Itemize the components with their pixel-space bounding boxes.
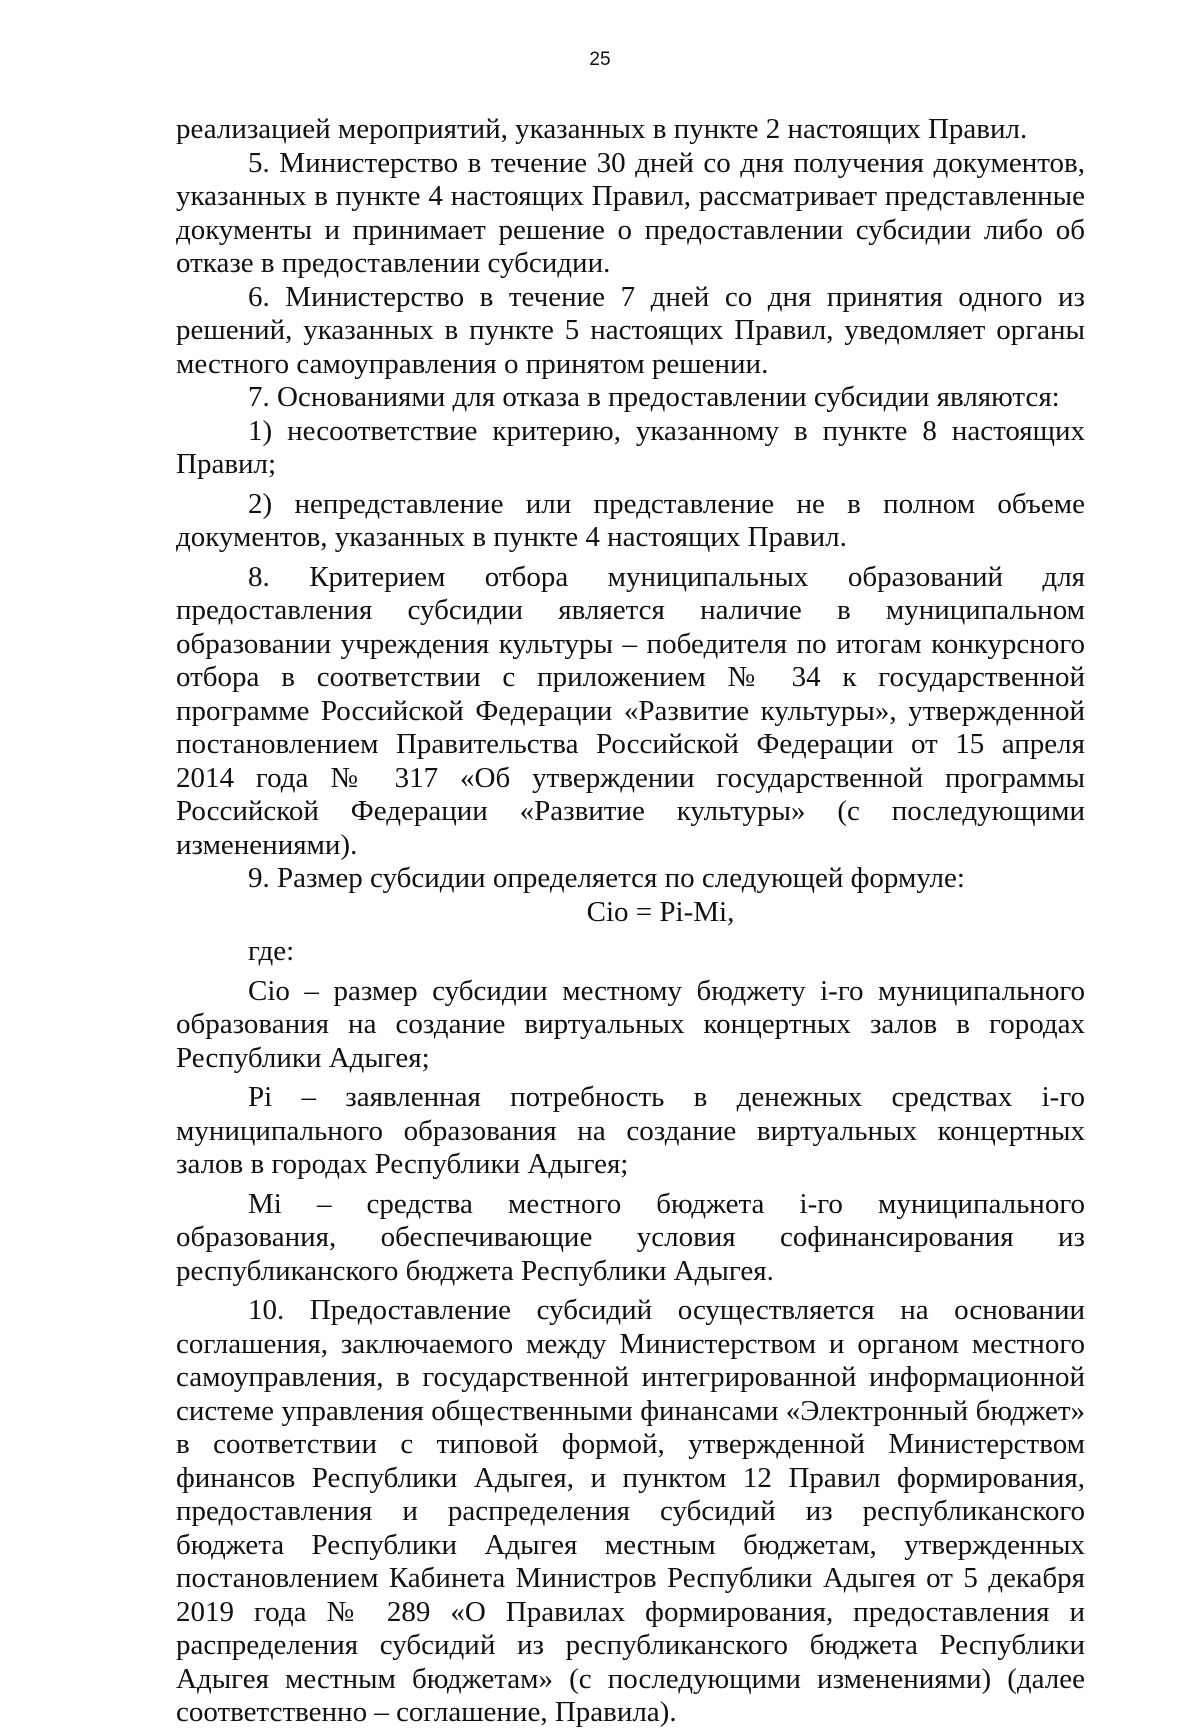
paragraph-subitem-1: 1) несоответствие критерию, указанному в пункте 8 настоящих Правил; xyxy=(176,414,1085,480)
paragraph-item-5: 5. Министерство в течение 30 дней со дня получения документов, указанных в пункте 4 настоящих Правил, рассматривает представленные документы и принимает решение о предоставлении субсидии либо об отказе в предоставлении субсидии. xyxy=(176,146,1085,279)
definition-cio: Cio – размер субсидии местному бюджету i-го муниципального образования на создание виртуальных концертных залов в городах Республики Адыгея; xyxy=(176,974,1085,1074)
document-body xyxy=(176,113,1085,1730)
page-number: 25 xyxy=(589,49,611,70)
paragraph-item-8: 8. Критерием отбора муниципальных образований для предоставления субсидии является наличие в муниципальном образовании учреждения культуры – победителя по итогам конкурсного отбора в соответствии с приложением № 34 к государственной программе Российской Федерации «Развитие культуры», утвержденной постановлением Правительства Российской Федерации от 15 апреля 2014 года № 317 «Об утверждении государственной программы Российской Федерации «Развитие культуры» (с последующими изменениями). xyxy=(176,560,1085,861)
paragraph-item-6: 6. Министерство в течение 7 дней со дня принятия одного из решений, указанных в пункте 5 настоящих Правил, уведомляет органы местного самоуправления о принятом решении. xyxy=(176,280,1085,380)
paragraph-continuation: реализацией мероприятий, указанных в пункте 2 настоящих Правил. xyxy=(176,113,1028,145)
formula: Cio = Pi-Mi, xyxy=(586,895,735,928)
paragraph-subitem-2: 2) непредставление или представление не в полном объеме документов, указанных в пункте 4 настоящих Правил. xyxy=(176,487,1085,553)
paragraph-item-7: 7. Основаниями для отказа в предоставлении субсидии являются: xyxy=(248,381,1060,413)
paragraph-item-10: 10. Предоставление субсидий осуществляется на основании соглашения, заключаемого между Министерством и органом местного самоуправления, в государственной интегрированной информационной системе управления общественными финансами «Электронный бюджет» в соответствии с типовой формой, утвержденной Министерством финансов Республики Адыгея, и пунктом 12 Правил формирования, предоставления и распределения субсидий из республиканского бюджета Республики Адыгея местным бюджетам, утвержденных постановлением Кабинета Министров Республики Адыгея от 5 декабря 2019 года № 289 «О Правилах формирования, предоставления и распределения субсидий из республиканского бюджета Республики Адыгея местным бюджетам» (с последующими изменениями) (далее соответственно – соглашение, Правила). xyxy=(176,1294,1085,1728)
definition-pi: Pi – заявленная потребность в денежных средствах i-го муниципального образования на создание виртуальных концертных залов в городах Республики Адыгея; xyxy=(176,1081,1085,1180)
definition-mi: Mi – средства местного бюджета i-го муниципального образования, обеспечивающие условия софинансирования из республиканского бюджета Республики Адыгея. xyxy=(176,1187,1085,1287)
paragraph-item-9: 9. Размер субсидии определяется по следующей формуле: xyxy=(248,862,965,894)
formula-where: где: xyxy=(248,935,295,967)
